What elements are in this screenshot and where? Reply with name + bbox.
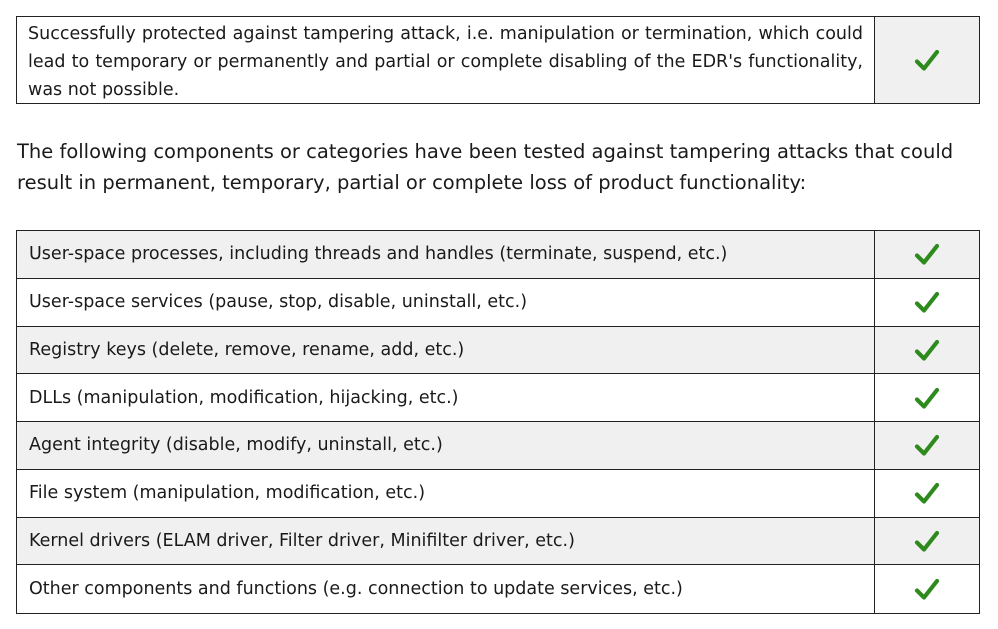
component-status-cell	[875, 327, 979, 374]
component-status-cell	[875, 374, 979, 421]
checkmark-icon	[914, 481, 940, 505]
component-status-cell	[875, 231, 979, 278]
table-row	[17, 470, 979, 518]
checkmark-icon	[914, 48, 940, 72]
checkmark-icon	[914, 433, 940, 457]
component-status-cell	[875, 518, 979, 565]
component-label: File system (manipulation, modification, etc.)	[17, 470, 875, 517]
summary-status-cell	[875, 17, 979, 103]
checkmark-icon	[914, 577, 940, 601]
component-status-cell	[875, 422, 979, 469]
summary-text: Successfully protected against tampering attack, i.e. manipulation or termination, which could lead to temporary or permanently and partial or complete disabling of the EDR's functionality, was not possible.	[17, 17, 875, 103]
checkmark-icon	[914, 386, 940, 410]
checkmark-icon	[914, 338, 940, 362]
table-row	[17, 565, 979, 613]
table-row	[17, 279, 979, 327]
table-row	[17, 327, 979, 375]
table-row	[17, 422, 979, 470]
checkmark-icon	[914, 529, 940, 553]
checkmark-icon	[914, 290, 940, 314]
component-label: Registry keys (delete, remove, rename, add, etc.)	[17, 327, 875, 374]
summary-table	[16, 16, 980, 104]
table-row	[17, 231, 979, 279]
table-row	[17, 374, 979, 422]
component-label: Other components and functions (e.g. connection to update services, etc.)	[17, 565, 875, 613]
component-label: Kernel drivers (ELAM driver, Filter driver, Minifilter driver, etc.)	[17, 518, 875, 565]
component-status-cell	[875, 565, 979, 613]
component-label: Agent integrity (disable, modify, uninstall, etc.)	[17, 422, 875, 469]
component-status-cell	[875, 279, 979, 326]
component-label: User-space services (pause, stop, disable, uninstall, etc.)	[17, 279, 875, 326]
component-status-cell	[875, 470, 979, 517]
components-table	[16, 230, 980, 614]
component-label: User-space processes, including threads and handles (terminate, suspend, etc.)	[17, 231, 875, 278]
table-row	[17, 518, 979, 566]
checkmark-icon	[914, 242, 940, 266]
intro-paragraph: The following components or categories have been tested against tampering attacks that could result in permanent, temporary, partial or complete loss of product functionality:	[17, 140, 954, 194]
component-label: DLLs (manipulation, modification, hijacking, etc.)	[17, 374, 875, 421]
